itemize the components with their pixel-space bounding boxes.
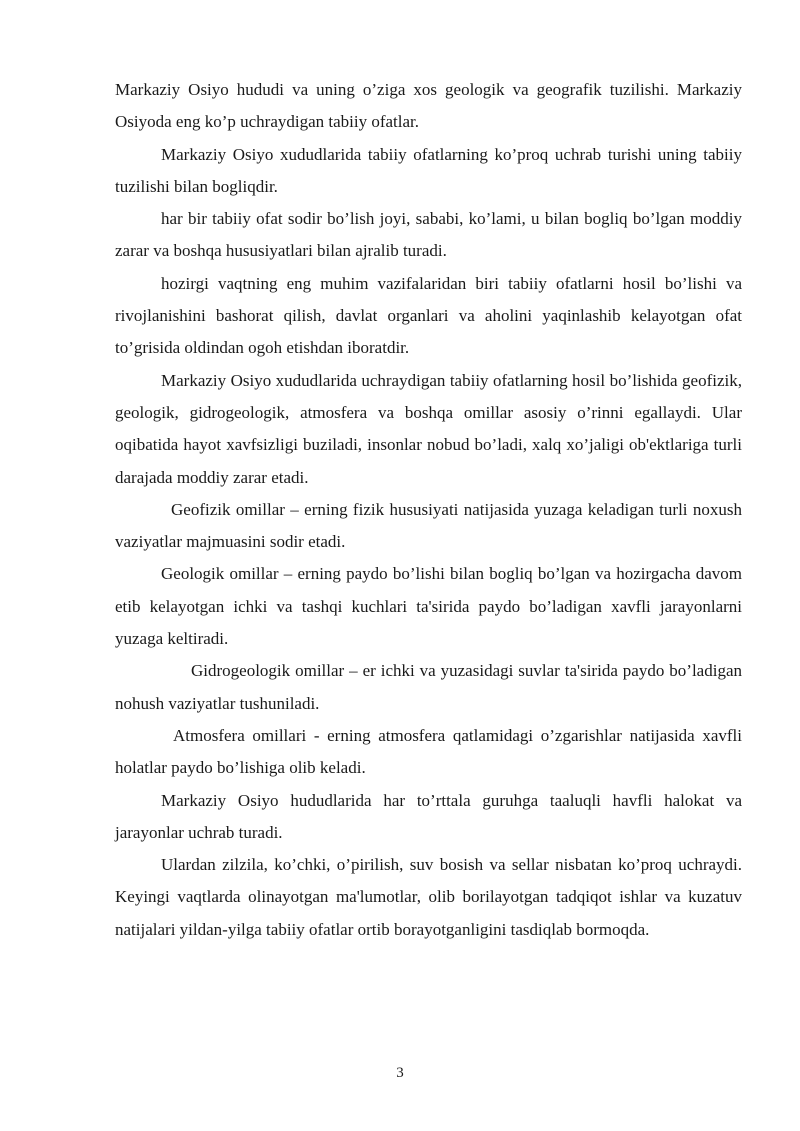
paragraph-atmospheric-factors: Atmosfera omillari - erning atmosfera qatlamidagi o’zgarishlar natijasida xavfli holatlar paydo bo’lishiga olib keladi. <box>115 725 742 778</box>
paragraph-geophysical-factors: Geofizik omillar – erning fizik hususiyati natijasida yuzaga keladigan turli noxush vaziyatlar majmuasini sodir etadi. <box>115 499 742 552</box>
paragraph-four-groups: Markaziy Osiyo hududlarida har to’rttala guruhga taaluqli havfli halokat va jarayonlar uchrab turadi. <box>115 790 742 842</box>
paragraph-disaster-features: har bir tabiiy ofat sodir bo’lish joyi, sababi, ko’lami, u bilan bogliq bo’lgan moddiy zarar va boshqa hususiyatlari bilan ajralib turadi. <box>115 209 742 261</box>
paragraph-hydrogeological-factors: Gidrogeologik omillar – er ichki va yuzasidagi suvlar ta'sirida paydo bo’ladigan nohush vaziyatlar tushuniladi. <box>115 661 742 713</box>
paragraph-natural-structure: Markaziy Osiyo xududlarida tabiiy ofatlarning ko’proq uchrab turishi uning tabiiy tuzilishi bilan bogliqdir. <box>115 144 742 196</box>
page-number: 3 <box>396 1065 404 1081</box>
paragraph-heading-intro: Markaziy Osiyo hududi va uning o’ziga xos geologik va geografik tuzilishi. Markaziy Osiyoda eng ko’p uchraydigan tabiiy ofatlar. <box>115 80 742 132</box>
paragraph-frequent-disasters: Ulardan zilzila, ko’chki, o’pirilish, suv bosish va sellar nisbatan ko’proq uchraydi. Keyingi vaqtlarda olinayotgan ma'lumotlar, olib borilayotgan tadqiqot ishlar va kuzatuv natijalari yildan-yilga tabiiy ofatlar ortib borayotganligini tasdiqlab bormoqda. <box>115 855 742 939</box>
paragraph-geological-factors: Geologik omillar – erning paydo bo’lishi bilan bogliq bo’lgan va hozirgacha davom etib kelayotgan ichki va tashqi kuchlari ta'sirida paydo bo’ladigan xavfli jarayonlarni yuzaga keltiradi. <box>115 564 742 649</box>
document-body <box>115 74 742 946</box>
paragraph-forecasting-task: hozirgi vaqtning eng muhim vazifalaridan biri tabiiy ofatlarni hosil bo’lishi va rivojlanishini bashorat qilish, davlat organlari va aholini yaqinlashib kelayotgan ofat to’grisida oldindan ogoh etishdan iboratdir. <box>115 273 742 358</box>
paragraph-factors-overview: Markaziy Osiyo xududlarida uchraydigan tabiiy ofatlarning hosil bo’lishida geofizik, geologik, gidrogeologik, atmosfera va boshqa omillar asosiy o’rinni egallaydi. Ular oqibatida hayot xavfsizligi buziladi, insonlar nobud bo’ladi, xalq xo’jaligi ob'ektlariga turli darajada moddiy zarar etadi. <box>115 370 742 487</box>
